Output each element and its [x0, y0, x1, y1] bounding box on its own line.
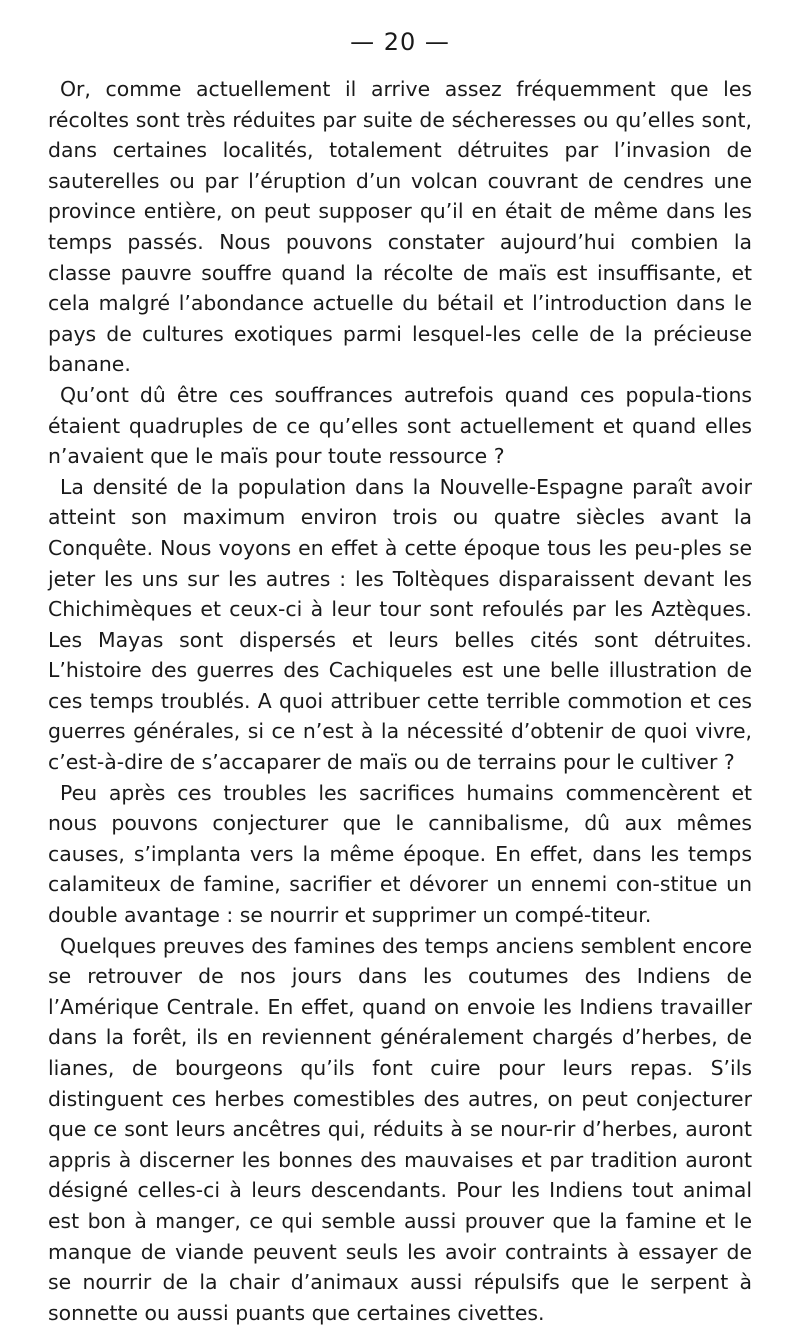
body-text — [48, 74, 752, 1328]
page-number: — 20 — — [350, 28, 450, 56]
paragraph: Or, comme actuellement il arrive assez fréquemment que les récoltes sont très réduites par suite de sécheresses ou qu’elles sont, dans certaines localités, totalement détruites par l’invasion de sauterelles ou par l’éruption d’un volcan couvrant de cendres une province entière, on peut supposer qu’il en était de même dans les temps passés. Nous pouvons constater aujourd’hui combien la classe pauvre souffre quand la récolte de maïs est insuffisante, et cela malgré l’abondance actuelle du bétail et l’introduction dans le pays de cultures exotiques parmi lesquel-les celle de la précieuse banane. — [48, 77, 752, 377]
paragraph: Quelques preuves des famines des temps anciens semblent encore se retrouver de nos jours dans les coutumes des Indiens de l’Amérique Centrale. En effet, quand on envoie les Indiens travailler dans la forêt, ils en reviennent généralement chargés d’herbes, de lianes, de bourgeons qu’ils font cuire pour leurs repas. S’ils distinguent ces herbes comestibles des autres, on peut conjecturer que ce sont leurs ancêtres qui, réduits à se nour-rir d’herbes, auront appris à discerner les bonnes des mauvaises et par tradition auront désigné celles-ci à leurs descendants. Pour les Indiens tout animal est bon à manger, ce qui semble aussi prouver que la famine et le manque de viande peuvent seuls les avoir contraints à essayer de se nourrir de la chair d’animaux aussi répulsifs que le serpent à sonnette ou aussi puants que certaines civettes. — [48, 933, 752, 1325]
paragraph: Qu’ont dû être ces souffrances autrefois quand ces popula-tions étaient quadruples de ce qu’elles sont actuellement et quand elles n’avaient que le maïs pour toute ressource ? — [48, 382, 752, 469]
paragraph: Peu après ces troubles les sacrifices humains commencèrent et nous pouvons conjecturer que le cannibalisme, dû aux mêmes causes, s’implanta vers la même époque. En effet, dans les temps calamiteux de famine, sacrifier et dévorer un ennemi con-stitue un double avantage : se nourrir et supprimer un compé-titeur. — [48, 780, 752, 928]
paragraph: La densité de la population dans la Nouvelle-Espagne paraît avoir atteint son maximum environ trois ou quatre siècles avant la Conquête. Nous voyons en effet à cette époque tous les peu-ples se jeter les uns sur les autres : les Toltèques disparaissent devant les Chichimèques et ceux-ci à leur tour sont refoulés par les Aztèques. Les Mayas sont dispersés et leurs belles cités sont détruites. L’histoire des guerres des Cachiqueles est une belle illustration de ces temps troublés. A quoi attribuer cette terrible commotion et ces guerres générales, si ce n’est à la nécessité d’obtenir de quoi vivre, c’est-à-dire de s’accaparer de maïs ou de terrains pour le cultiver ? — [48, 474, 752, 775]
